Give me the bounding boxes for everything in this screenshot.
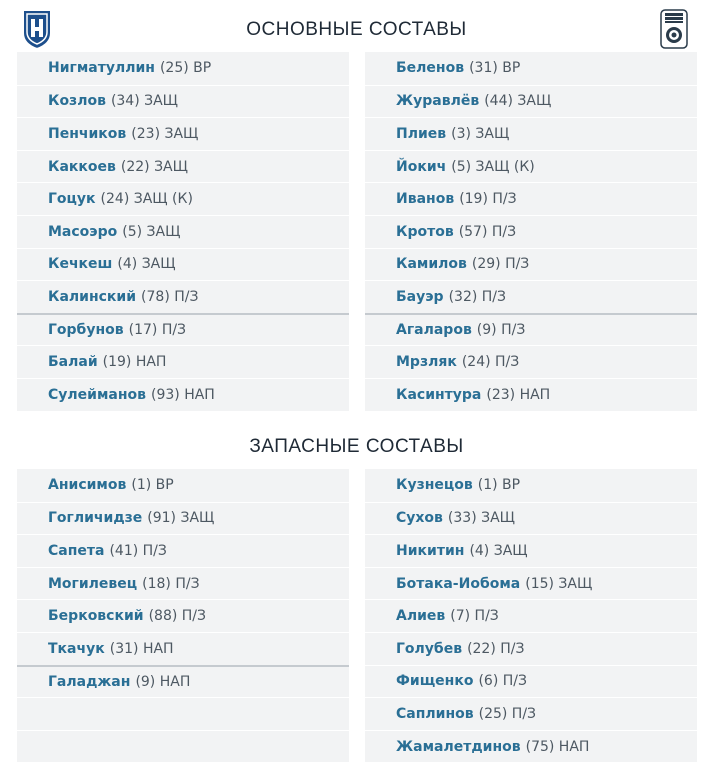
player-name[interactable]: Козлов — [48, 93, 106, 110]
section-title-starting: ОСНОВНЫЕ СОСТАВЫ — [246, 19, 467, 40]
player-row — [17, 378, 349, 411]
player-row — [17, 215, 349, 248]
player-number-position: (22) ЗАЩ — [120, 158, 188, 175]
player-number-position: (93) НАП — [151, 386, 215, 403]
player-name[interactable]: Иванов — [396, 191, 455, 208]
player-row — [365, 502, 697, 535]
player-row — [365, 632, 697, 665]
player-row — [365, 534, 697, 567]
player-name[interactable]: Сулейманов — [48, 386, 146, 403]
player-number-position: (1) ВР — [131, 477, 174, 494]
player-number-position: (23) ЗАЩ — [131, 125, 199, 142]
player-number-position: (17) П/З — [128, 322, 187, 339]
player-name[interactable]: Калинский — [48, 288, 137, 305]
player-number-position: (32) П/З — [448, 288, 506, 305]
player-name[interactable]: Фищенко — [396, 673, 474, 690]
player-name[interactable]: Гоцук — [48, 191, 96, 208]
player-row — [17, 182, 349, 215]
player-number-position: (9) НАП — [135, 673, 191, 690]
player-name[interactable]: Мрзляк — [396, 354, 457, 371]
player-name[interactable]: Ткачук — [48, 640, 105, 657]
player-name[interactable]: Берковский — [48, 608, 144, 625]
player-number-position: (23) НАП — [486, 386, 551, 403]
player-number-position: (24) П/З — [461, 354, 520, 371]
player-number-position: (88) П/З — [148, 608, 207, 625]
player-row — [365, 215, 697, 248]
player-row — [17, 280, 349, 313]
player-row — [365, 378, 697, 411]
player-number-position: (9) П/З — [476, 322, 526, 339]
player-name[interactable]: Плиев — [396, 125, 447, 142]
player-row — [17, 150, 349, 183]
home-starting-list — [17, 52, 349, 411]
player-name[interactable]: Журавлёв — [396, 93, 480, 110]
player-row — [365, 248, 697, 281]
player-name[interactable]: Могилевец — [48, 575, 138, 592]
player-row — [365, 182, 697, 215]
player-number-position: (5) ЗАЩ (К) — [451, 158, 535, 175]
player-number-position: (4) ЗАЩ — [469, 542, 528, 559]
player-name[interactable]: Никитин — [396, 542, 465, 559]
player-name[interactable]: Агаларов — [396, 322, 472, 339]
player-number-position: (22) П/З — [467, 640, 525, 657]
player-name[interactable]: Йокич — [396, 158, 447, 175]
player-name[interactable]: Беленов — [396, 60, 465, 77]
player-name[interactable]: Алиев — [396, 608, 446, 625]
player-name[interactable]: Саплинов — [396, 705, 474, 722]
player-number-position: (44) ЗАЩ — [484, 93, 552, 110]
player-number-position: (31) ВР — [469, 60, 521, 77]
player-number-position: (18) П/З — [142, 575, 200, 592]
player-row — [365, 469, 697, 502]
player-number-position: (34) ЗАЩ — [110, 93, 178, 110]
player-row — [365, 52, 697, 85]
player-row — [365, 697, 697, 730]
player-number-position: (19) НАП — [102, 354, 167, 371]
player-number-position: (4) ЗАЩ — [117, 256, 176, 273]
player-row — [365, 85, 697, 118]
section-title-substitutes: ЗАПАСНЫЕ СОСТАВЫ — [249, 436, 464, 457]
player-row — [365, 665, 697, 698]
player-row — [17, 502, 349, 535]
club-crest-icon — [660, 9, 688, 49]
player-row — [365, 117, 697, 150]
player-name[interactable]: Касинтура — [396, 386, 482, 403]
player-row — [17, 730, 349, 763]
player-name[interactable]: Сапета — [48, 542, 105, 559]
player-name[interactable]: Бауэр — [396, 288, 444, 305]
player-row — [365, 345, 697, 378]
player-name[interactable]: Кузнецов — [396, 477, 473, 494]
player-row — [17, 599, 349, 632]
player-row — [17, 469, 349, 502]
player-name[interactable]: Горбунов — [48, 322, 124, 339]
player-name[interactable]: Голубев — [396, 640, 463, 657]
player-name[interactable]: Кротов — [396, 223, 454, 240]
player-number-position: (57) П/З — [458, 223, 517, 240]
player-number-position: (7) П/З — [450, 608, 499, 625]
player-row — [17, 85, 349, 118]
player-number-position: (78) П/З — [141, 288, 199, 305]
player-row — [17, 345, 349, 378]
player-name[interactable]: Галаджан — [48, 673, 131, 690]
player-name[interactable]: Ботака-Иобома — [396, 575, 521, 592]
player-number-position: (33) ЗАЩ — [447, 510, 515, 527]
player-row — [365, 280, 697, 313]
player-row — [365, 150, 697, 183]
player-number-position: (29) П/З — [471, 256, 530, 273]
player-number-position: (15) ЗАЩ — [525, 575, 593, 592]
player-number-position: (6) П/З — [478, 673, 527, 690]
player-name[interactable]: Анисимов — [48, 477, 127, 494]
player-name[interactable]: Масоэро — [48, 223, 118, 240]
player-name[interactable]: Сухов — [396, 510, 443, 527]
player-number-position: (91) ЗАЩ — [147, 510, 215, 527]
player-row — [17, 567, 349, 600]
player-number-position: (3) ЗАЩ — [451, 125, 510, 142]
player-number-position: (19) П/З — [459, 191, 517, 208]
away-starting-list — [365, 52, 697, 411]
player-row — [17, 632, 349, 665]
player-row — [365, 730, 697, 763]
player-name[interactable]: Нигматуллин — [48, 60, 155, 77]
player-name[interactable]: Кечкеш — [48, 256, 113, 273]
player-number-position: (25) П/З — [478, 705, 537, 722]
player-number-position: (24) ЗАЩ (К) — [100, 191, 193, 208]
player-row — [17, 248, 349, 281]
player-number-position: (5) ЗАЩ — [122, 223, 181, 240]
player-name[interactable]: Балай — [48, 354, 98, 371]
player-row — [17, 665, 349, 698]
player-name[interactable]: Жамалетдинов — [396, 738, 521, 755]
player-row — [365, 599, 697, 632]
player-row — [365, 567, 697, 600]
away-team-logo — [660, 9, 688, 49]
away-substitutes-list — [365, 469, 697, 762]
player-row — [365, 313, 697, 346]
player-row — [17, 313, 349, 346]
player-number-position: (25) ВР — [159, 60, 212, 77]
player-number-position: (41) П/З — [109, 542, 167, 559]
player-number-position: (75) НАП — [525, 738, 590, 755]
player-row — [17, 534, 349, 567]
player-number-position: (31) НАП — [109, 640, 174, 657]
player-name[interactable]: Каккоев — [48, 158, 116, 175]
player-row — [17, 52, 349, 85]
player-name[interactable]: Пенчиков — [48, 125, 127, 142]
player-name[interactable]: Камилов — [396, 256, 467, 273]
player-name[interactable]: Гогличидзе — [48, 510, 143, 527]
player-row — [17, 697, 349, 730]
player-row — [17, 117, 349, 150]
player-number-position: (1) ВР — [477, 477, 521, 494]
home-substitutes-list — [17, 469, 349, 762]
